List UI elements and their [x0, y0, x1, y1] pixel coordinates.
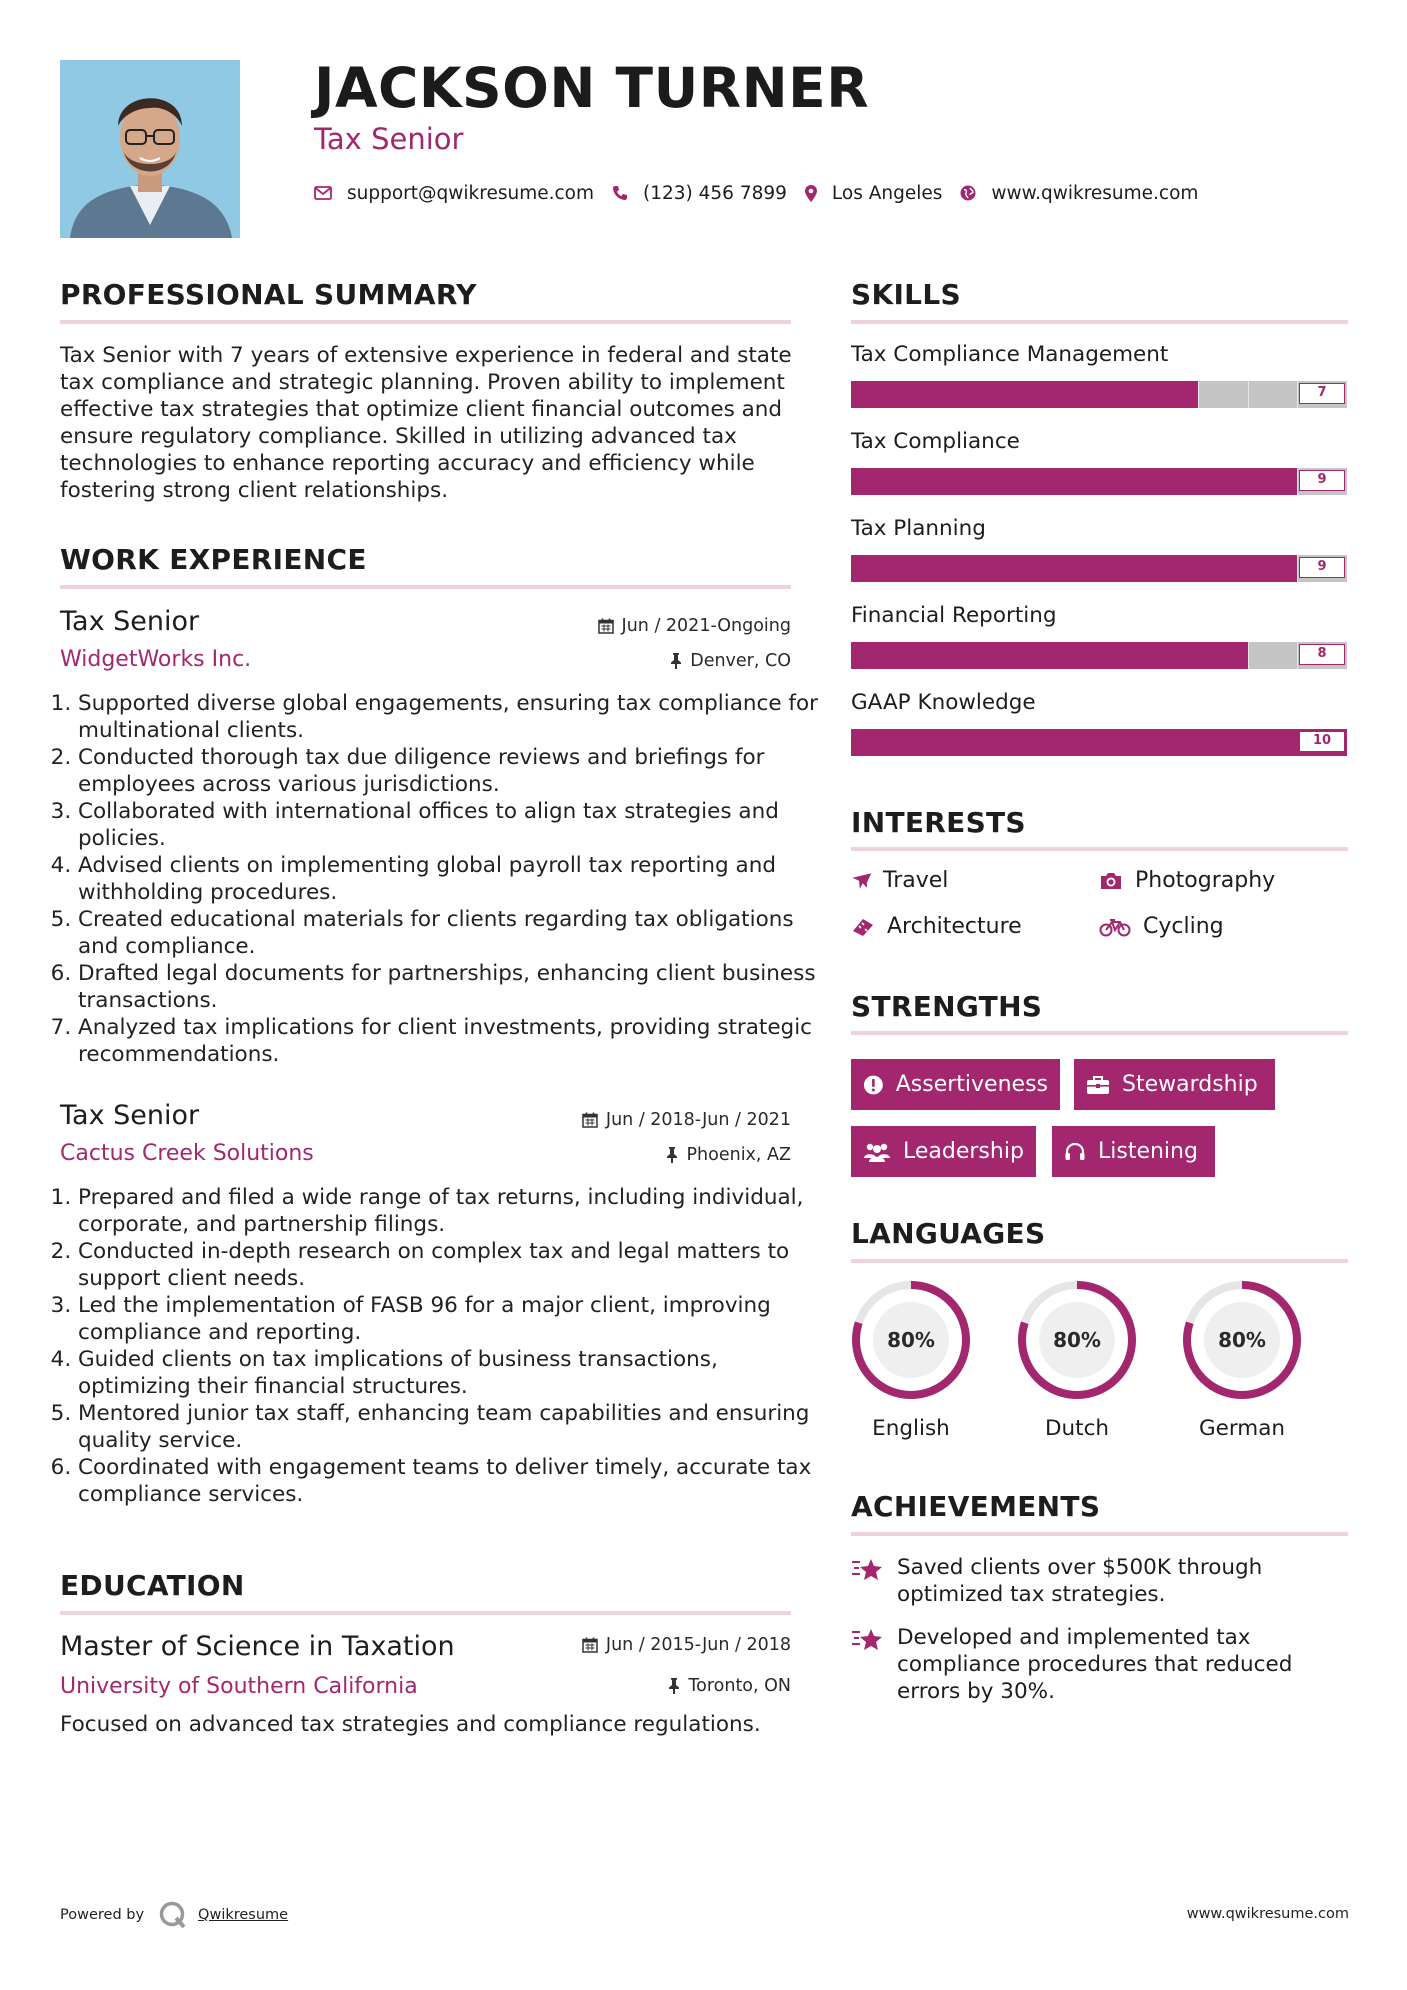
- calendar-icon: [582, 1637, 598, 1653]
- list-item: 4. Guided clients on tax implications of business transactions, optimizing their financial structures.: [78, 1346, 818, 1400]
- skill-bar-fill: [851, 468, 1297, 495]
- job-1-bullets: [60, 690, 818, 1068]
- job-1-title: Tax Senior: [60, 606, 200, 637]
- job-title: Tax Senior: [314, 122, 464, 156]
- exclamation-circle-icon: [863, 1074, 884, 1096]
- star-burst-icon: [851, 1626, 885, 1652]
- camera-icon: [1099, 871, 1123, 891]
- candidate-name: JACKSON TURNER: [314, 56, 870, 120]
- education-dates-text: Jun / 2015-Jun / 2018: [605, 1635, 791, 1655]
- phone-icon: [612, 185, 628, 201]
- achievement-item: [851, 1554, 1351, 1608]
- list-item: 2. Conducted thorough tax due diligence reviews and briefings for employees across various jurisdictions.: [78, 744, 818, 798]
- briefcase-icon: [1086, 1075, 1110, 1095]
- list-item: 4. Advised clients on implementing global payroll tax reporting and withholding procedures.: [78, 852, 818, 906]
- list-item: 5. Created educational materials for clients regarding tax obligations and compliance.: [78, 906, 818, 960]
- language-item: [1180, 1278, 1304, 1441]
- language-item: [849, 1278, 973, 1441]
- achievement-text: Saved clients over $500K through optimized tax strategies.: [897, 1555, 1263, 1607]
- list-item: 1. Prepared and filed a wide range of tax returns, including individual, corporate, and partnership filings.: [78, 1184, 818, 1238]
- calendar-icon: [582, 1112, 598, 1128]
- skill-label: Financial Reporting: [851, 603, 1057, 628]
- interest-label: Photography: [1135, 868, 1276, 893]
- star-burst-icon: [851, 1556, 885, 1582]
- language-name: German: [1198, 1416, 1286, 1441]
- job-1-location: [670, 651, 791, 671]
- contact-location-text: Los Angeles: [831, 182, 943, 204]
- profile-photo: [60, 60, 240, 238]
- strength-listening: [1052, 1126, 1215, 1177]
- skill-level-badge: 9: [1299, 470, 1345, 491]
- bicycle-icon: [1099, 917, 1131, 937]
- ruler-icon: [851, 917, 875, 937]
- strengths-heading: STRENGTHS: [851, 990, 1043, 1023]
- interest-architecture: [851, 914, 1022, 939]
- skill-level-badge: 10: [1299, 731, 1345, 752]
- job-1-dates: [598, 616, 791, 636]
- interests-heading: INTERESTS: [851, 806, 1026, 839]
- interests-divider: [851, 847, 1348, 851]
- skill-bar: [851, 642, 1347, 669]
- skill-level-badge: 8: [1299, 644, 1345, 665]
- job-2-title: Tax Senior: [60, 1100, 200, 1131]
- interest-label: Cycling: [1143, 914, 1224, 939]
- skill-bar: [851, 729, 1347, 756]
- language-name: English: [872, 1416, 950, 1441]
- powered-by-text: Powered by: [60, 1907, 145, 1923]
- achievement-text: Developed and implemented tax compliance procedures that reduced errors by 30%.: [897, 1625, 1293, 1704]
- job-1-location-text: Denver, CO: [690, 651, 791, 671]
- skill-bar-segment: [1248, 381, 1249, 408]
- job-2-company: Cactus Creek Solutions: [60, 1141, 314, 1166]
- language-percent: 80%: [887, 1328, 935, 1352]
- job-2-location: [666, 1145, 791, 1165]
- summary-heading: PROFESSIONAL SUMMARY: [60, 278, 477, 311]
- list-item: 2. Conducted in-depth research on complex tax and legal matters to support client needs.: [78, 1238, 818, 1292]
- globe-icon: [960, 185, 976, 201]
- skill-bar-fill: [851, 642, 1248, 669]
- contact-location: [805, 183, 943, 204]
- strengths-divider: [851, 1031, 1348, 1035]
- education-divider: [60, 1611, 791, 1615]
- education-dates: [582, 1635, 791, 1655]
- education-location: [668, 1676, 791, 1696]
- contact-phone-text: (123) 456 7899: [643, 182, 787, 204]
- education-description: Focused on advanced tax strategies and compliance regulations.: [60, 1712, 761, 1737]
- skill-label: Tax Compliance: [851, 429, 1020, 454]
- list-item: 3. Collaborated with international offices to align tax strategies and policies.: [78, 798, 818, 852]
- map-marker-icon: [805, 185, 817, 202]
- language-progress-ring: [849, 1278, 973, 1402]
- list-item: 6. Coordinated with engagement teams to deliver timely, accurate tax compliance services.: [78, 1454, 818, 1508]
- calendar-icon: [598, 618, 614, 634]
- job-2-dates-text: Jun / 2018-Jun / 2021: [605, 1110, 791, 1130]
- language-progress-ring: [1015, 1278, 1139, 1402]
- skill-bar-fill: [851, 555, 1297, 582]
- list-item: 3. Led the implementation of FASB 96 for a major client, improving compliance and reporting.: [78, 1292, 818, 1346]
- job-2-dates: [582, 1110, 791, 1130]
- skill-label: Tax Planning: [851, 516, 986, 541]
- job-1-dates-text: Jun / 2021-Ongoing: [621, 616, 791, 636]
- skill-bar: [851, 468, 1347, 495]
- pushpin-icon: [666, 1147, 678, 1163]
- achievements-divider: [851, 1532, 1348, 1536]
- skills-heading: SKILLS: [851, 278, 961, 311]
- contact-website[interactable]: [960, 183, 1198, 204]
- pushpin-icon: [670, 653, 682, 669]
- interest-label: Architecture: [887, 914, 1022, 939]
- contact-email-text: support@qwikresume.com: [347, 182, 594, 204]
- list-item: 6. Drafted legal documents for partnerships, enhancing client business transactions.: [78, 960, 818, 1014]
- pushpin-icon: [668, 1678, 680, 1694]
- envelope-icon: [314, 186, 332, 200]
- strength-leadership: [851, 1126, 1036, 1177]
- skill-bar-fill: [851, 381, 1198, 408]
- skill-bar: [851, 555, 1347, 582]
- skill-bar-segment: [1198, 381, 1199, 408]
- languages-heading: LANGUAGES: [851, 1217, 1046, 1250]
- strength-assertiveness: [851, 1059, 1060, 1110]
- skill-level-badge: 7: [1299, 383, 1345, 404]
- list-item: 7. Analyzed tax implications for client investments, providing strategic recommendations.: [78, 1014, 818, 1068]
- qwikresume-link[interactable]: Qwikresume: [198, 1907, 289, 1923]
- skills-divider: [851, 320, 1348, 324]
- language-name: Dutch: [1044, 1416, 1110, 1441]
- contact-phone[interactable]: [612, 183, 787, 204]
- list-item: 1. Supported diverse global engagements, ensuring tax compliance for multinational clients.: [78, 690, 818, 744]
- headphones-icon: [1064, 1142, 1086, 1162]
- language-progress-ring: [1180, 1278, 1304, 1402]
- interest-label: Travel: [883, 868, 949, 893]
- education-location-text: Toronto, ON: [688, 1676, 791, 1696]
- job-2-location-text: Phoenix, AZ: [686, 1145, 791, 1165]
- achievement-item: [851, 1624, 1351, 1705]
- contact-bar: [314, 178, 1216, 208]
- achievements-heading: ACHIEVEMENTS: [851, 1490, 1101, 1523]
- contact-website-text: www.qwikresume.com: [991, 182, 1199, 204]
- skill-bar-segment: [1248, 642, 1249, 669]
- contact-email[interactable]: [314, 183, 594, 204]
- experience-divider: [60, 585, 791, 589]
- users-icon: [863, 1141, 891, 1163]
- skill-label: GAAP Knowledge: [851, 690, 1036, 715]
- strength-label: Stewardship: [1122, 1072, 1258, 1097]
- language-item: [1015, 1278, 1139, 1441]
- strength-label: Leadership: [903, 1139, 1024, 1164]
- language-percent: 80%: [1053, 1328, 1101, 1352]
- footer-website[interactable]: www.qwikresume.com: [1186, 1906, 1349, 1922]
- interest-photography: [1099, 868, 1275, 893]
- strength-label: Listening: [1098, 1139, 1198, 1164]
- summary-text: Tax Senior with 7 years of extensive experience in federal and state tax compliance and strategic planning. Proven ability to implement effective tax strategies that optimize client financial outcomes and ensure regulatory compliance. Skilled in utilizing advanced tax technologies to enhance reporting accuracy and efficiency while fostering strong client relationships.: [60, 343, 792, 503]
- skill-level-badge: 9: [1299, 557, 1345, 578]
- job-2-bullets: [60, 1184, 818, 1508]
- list-item: 5. Mentored junior tax staff, enhancing team capabilities and ensuring quality service.: [78, 1400, 818, 1454]
- strength-stewardship: [1074, 1059, 1275, 1110]
- plane-icon: [851, 871, 871, 891]
- interest-cycling: [1099, 914, 1224, 939]
- experience-heading: WORK EXPERIENCE: [60, 543, 367, 576]
- skill-bar: [851, 381, 1347, 408]
- education-heading: EDUCATION: [60, 1569, 245, 1602]
- interest-travel: [851, 868, 948, 893]
- footer-powered-by: [60, 1900, 288, 1930]
- skill-bar-fill: [851, 729, 1347, 756]
- summary-divider: [60, 320, 791, 324]
- strength-label: Assertiveness: [895, 1072, 1048, 1097]
- skill-label: Tax Compliance Management: [851, 342, 1169, 367]
- qwikresume-logo-icon: [158, 1900, 188, 1930]
- education-school: University of Southern California: [60, 1674, 418, 1699]
- job-1-company: WidgetWorks Inc.: [60, 647, 252, 672]
- education-degree: Master of Science in Taxation: [60, 1631, 455, 1662]
- language-percent: 80%: [1218, 1328, 1266, 1352]
- languages-divider: [851, 1259, 1348, 1263]
